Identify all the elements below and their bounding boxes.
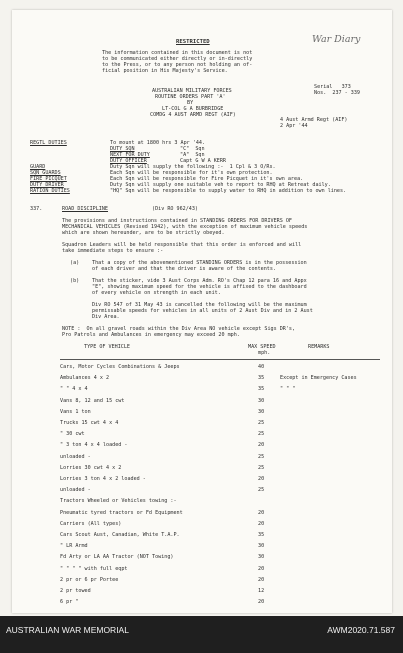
org-line-4: LT-COL G A BURBRIDGE bbox=[162, 106, 224, 112]
table-cell-max-speed: 25 bbox=[258, 453, 265, 460]
unit-line-1: 4 Aust Armd Regt (AIF) bbox=[280, 117, 348, 123]
duty-row-label: DUTY OFFICER bbox=[110, 158, 147, 164]
para1-line-1: The provisions and instructions contained in STANDING ORDERS FOR DRIVERS OF bbox=[62, 218, 293, 224]
serial-number: Serial 373 bbox=[314, 84, 351, 90]
org-line-5: COMDG 4 AUST ARMD REGT (AIF) bbox=[150, 112, 236, 118]
table-cell-max-speed: 25 bbox=[258, 464, 265, 471]
table-cell-max-speed: 30 bbox=[258, 554, 265, 561]
table-cell-vehicle-type: Lorries 30 cwt 4 x 2 bbox=[60, 464, 122, 471]
duty-row-value: "C" Sqn bbox=[180, 146, 205, 152]
unit-line-2: 2 Apr '44 bbox=[280, 123, 308, 129]
table-cell-max-speed: 30 bbox=[258, 408, 265, 415]
table-cell-vehicle-type: 2 pr or 6 pr Portee bbox=[60, 576, 119, 583]
table-cell-vehicle-type: Lorries 3 ton 4 x 2 loaded - bbox=[60, 476, 146, 482]
duty-sub-value: Each Sqn will be responsible for Fire Picquet in it's own area. bbox=[110, 176, 304, 182]
table-cell-vehicle-type: unloaded - bbox=[60, 453, 91, 460]
table-cell-vehicle-type: " 30 cwt bbox=[60, 431, 85, 438]
duty-sub-value: Each Sqn will be responsible for it's own protection. bbox=[110, 170, 273, 176]
table-cell-vehicle-type: Tractors Wheeled or Vehicles towing :- bbox=[60, 498, 177, 505]
table-header-rule bbox=[60, 359, 380, 360]
item-a-line-1: That a copy of the abovementioned STANDING ORDERS is in the possession bbox=[92, 260, 307, 266]
duty-sub-label: GUARD bbox=[30, 164, 46, 170]
org-line-3: BY bbox=[187, 100, 194, 106]
order-title: ROAD DISCIPLINE bbox=[62, 206, 109, 212]
table-cell-max-speed: 20 bbox=[258, 476, 265, 482]
table-cell-vehicle-type: unloaded - bbox=[60, 487, 91, 494]
duty-sub-label: RATION DUTIES bbox=[30, 188, 70, 194]
document-page bbox=[12, 10, 392, 613]
handwritten-annotation: War Diary bbox=[312, 34, 361, 45]
table-cell-vehicle-type: 2 pr towed bbox=[60, 588, 91, 594]
duty-row-label: DUTY SQN bbox=[110, 146, 135, 152]
duty-row-value: "A" Sqn bbox=[180, 152, 205, 158]
table-header-type: TYPE OF VEHICLE bbox=[84, 344, 131, 350]
table-cell-vehicle-type: Vans 8, 12 and 15 cwt bbox=[60, 397, 125, 404]
table-cell-max-speed: 35 bbox=[258, 375, 265, 382]
item-a-line-2: of each driver and that the driver is aware of the contents. bbox=[92, 266, 277, 272]
div-ro-line-1: Div RO 547 of 31 May 43 is cancelled the following will be the maximum bbox=[92, 302, 307, 308]
order-numbers: Nos. 237 - 339 bbox=[314, 90, 361, 96]
duty-row-label: NEXT FOR DUTY bbox=[110, 152, 150, 158]
note-line-1: NOTE : On all gravel roads within the Div Area NO vehicle except Sigs DR's, bbox=[62, 326, 296, 332]
table-cell-max-speed: 20 bbox=[258, 442, 265, 449]
table-header-speed-unit: mph. bbox=[258, 350, 271, 356]
duties-label: REGTL DUTIES bbox=[30, 140, 67, 146]
table-cell-max-speed: 20 bbox=[258, 520, 265, 527]
item-b-line-1: That the sticker, vide 3 Aust Corps Adm. RO's Chap 12 para 16 and Appx bbox=[92, 278, 307, 284]
table-cell-vehicle-type: " " 4 x 4 bbox=[60, 386, 88, 393]
footer-accession-number: AWM2020.71.587 bbox=[327, 625, 395, 635]
note-line-2: Pro Patrols and Ambulances in emergency may exceed 20 mph. bbox=[62, 332, 240, 338]
notice-line-1: The information contained in this document is not bbox=[102, 50, 253, 56]
notice-line-3: to the Press, or to any person not holding an of- bbox=[102, 62, 253, 68]
item-a-label: (a) bbox=[70, 260, 80, 266]
table-cell-vehicle-type: Pneumatic tyred tractors or Fd Equipment bbox=[60, 509, 183, 516]
table-cell-vehicle-type: Trucks 15 cwt 4 x 4 bbox=[60, 420, 119, 426]
table-header-speed: MAX SPEED bbox=[248, 344, 276, 350]
table-cell-max-speed: 20 bbox=[258, 599, 265, 606]
table-cell-vehicle-type: Fd Arty or LA AA Tractor (NOT Towing) bbox=[60, 554, 174, 561]
table-cell-vehicle-type: " 3 ton 4 x 4 loaded - bbox=[60, 442, 128, 449]
table-cell-max-speed: 25 bbox=[258, 431, 265, 438]
org-line-1: AUSTRALIAN MILITARY FORCES bbox=[152, 88, 232, 94]
order-number: 337. bbox=[30, 206, 43, 212]
para1-line-3: which are shown hereunder, are to be strictly obeyed. bbox=[62, 230, 225, 236]
table-cell-remarks: " " " bbox=[280, 386, 296, 393]
table-cell-vehicle-type: " LR Armd bbox=[60, 543, 88, 550]
table-cell-max-speed: 25 bbox=[258, 487, 265, 494]
order-reference: (Div RO 962/43) bbox=[152, 206, 199, 212]
table-cell-vehicle-type: Carriers (All types) bbox=[60, 520, 122, 527]
table-cell-max-speed: 30 bbox=[258, 397, 265, 404]
table-cell-vehicle-type: Cars, Motor Cycles Combinations & Jeeps bbox=[60, 364, 180, 370]
duty-row-value: Capt G W A KERR bbox=[180, 158, 227, 164]
footer-bar bbox=[0, 616, 403, 653]
table-cell-vehicle-type: " " " " with full eqpt bbox=[60, 565, 128, 572]
table-cell-max-speed: 25 bbox=[258, 420, 265, 426]
table-cell-vehicle-type: Cars Scout Aust, Canadian, White T.A.P. bbox=[60, 532, 180, 538]
footer-institution: AUSTRALIAN WAR MEMORIAL bbox=[6, 625, 129, 635]
duty-sub-label: DUTY DRIVER bbox=[30, 182, 64, 188]
table-header-remarks: REMARKS bbox=[308, 344, 330, 350]
duty-sub-label: FIRE PICQUET bbox=[30, 176, 67, 182]
table-cell-vehicle-type: Vans 1 ton bbox=[60, 408, 91, 415]
table-cell-vehicle-type: 6 pr " bbox=[60, 599, 79, 606]
para2-line-1: Squadron Leaders will be held responsible that this order is enforced and will bbox=[62, 242, 302, 248]
org-line-2: ROUTINE ORDERS PART 'A' bbox=[155, 94, 226, 100]
div-ro-line-3: Div Area. bbox=[92, 314, 120, 320]
item-b-line-2: "E", showing maximum speed for the vehicle is affixed to the dashboard bbox=[92, 284, 307, 290]
duties-intro: To mount at 1800 hrs 3 Apr '44. bbox=[110, 140, 206, 146]
table-cell-max-speed: 40 bbox=[258, 364, 265, 370]
table-cell-max-speed: 20 bbox=[258, 576, 265, 583]
restricted-heading: RESTRICTED bbox=[176, 39, 210, 45]
table-cell-max-speed: 35 bbox=[258, 532, 265, 538]
table-cell-remarks: Except in Emergency Cases bbox=[280, 375, 357, 382]
duty-sub-value: Duty Sqn will supply the following :- 1 Cpl & 3 O/Rs. bbox=[110, 164, 276, 170]
div-ro-line-2: permissable speeds for vehicles in all units of 2 Aust Div and in 2 Aust bbox=[92, 308, 313, 314]
duty-sub-value: Duty Sqn will supply one suitable veh to report to RHQ at Retreat daily. bbox=[110, 182, 331, 188]
item-b-line-3: of every vehicle on strength in each unit. bbox=[92, 290, 221, 296]
notice-line-2: to be communicated either directly or in-directly bbox=[102, 56, 253, 62]
table-cell-max-speed: 35 bbox=[258, 386, 265, 393]
table-cell-max-speed: 12 bbox=[258, 588, 265, 594]
para1-line-2: MECHANICAL VEHICLES (Revised 1942), with the exception of maximum vehicle speeds bbox=[62, 224, 308, 230]
table-cell-max-speed: 20 bbox=[258, 565, 265, 572]
para2-line-2: take immediate steps to ensure :- bbox=[62, 248, 164, 254]
table-cell-max-speed: 20 bbox=[258, 509, 265, 516]
notice-line-4: ficial position in His Majesty's Service. bbox=[102, 68, 228, 74]
table-cell-max-speed: 30 bbox=[258, 543, 265, 550]
table-cell-vehicle-type: Ambulances 4 x 2 bbox=[60, 375, 110, 382]
item-b-label: (b) bbox=[70, 278, 80, 284]
duty-sub-value: "HQ" Sqn will be responsible to supply water to RHQ in addition to own lines. bbox=[110, 188, 347, 194]
duty-sub-label: SQN GUARDS bbox=[30, 170, 61, 176]
